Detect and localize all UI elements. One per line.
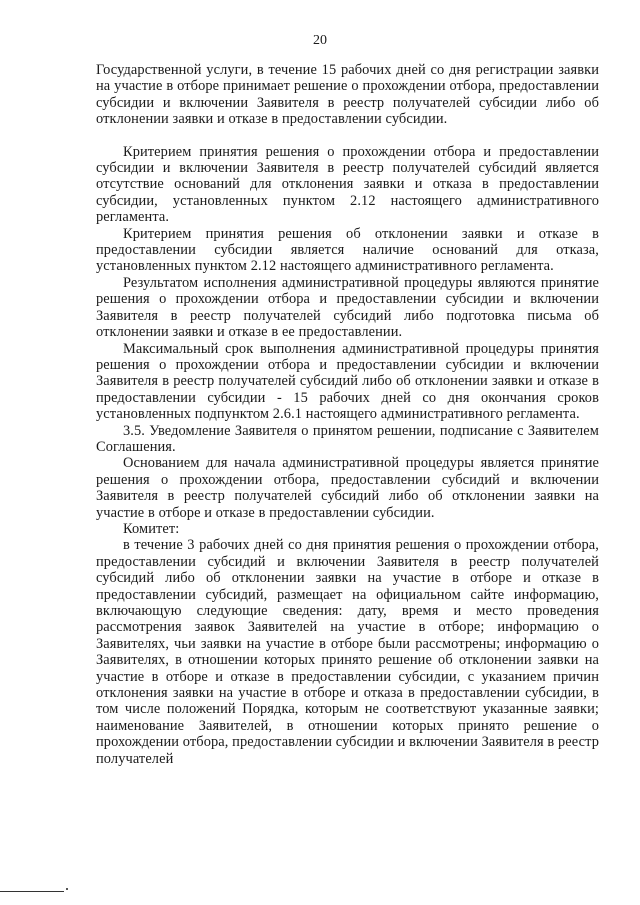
section-heading-3-5: 3.5. Уведомление Заявителя о принятом решении, подписание с Заявителем Соглашения. [96, 422, 599, 455]
paragraph-acceptance-criterion: Критерием принятия решения о прохождении отбора и предоставлении субсидии и включении Заявителя в реестр получателей субсидий является отсутствие оснований для отклонения заявки и отказа в предоставлении субсидии, установленных пунктом 2.12 настоящего административного регламента. [96, 143, 599, 226]
document-body [96, 62, 599, 767]
paragraph-max-duration: Максимальный срок выполнения административной процедуры принятия решения о прохождении отбора и предоставлении субсидии и включении Заявителя в реестр получателей субсидий либо об отклонении заявки и отказе в предоставлении субсидии - 15 рабочих дней со дня окончания сроков установленных подпунктом 2.6.1 настоящего административного регламента. [96, 340, 599, 423]
paragraph-procedure-basis: Основанием для начала административной процедуры является принятие решения о прохождении отбора, предоставлении субсидий и включении Заявителя в реестр получателей субсидий либо об отклонении заявки на участие в отборе и отказе в предоставлении субсидии. [96, 455, 599, 521]
paragraph-committee-duties: в течение 3 рабочих дней со дня принятия решения о прохождении отбора, предоставлении субсидий и включении Заявителя в реестр получателей субсидий либо об отклонении заявки на участие в отборе и отказе в предоставлении субсидий, размещает на официальном сайте информацию, включающую следующие сведения: дату, время и место проведения рассмотрения заявок Заявителей на участие в отборе; информацию о Заявителях, чьи заявки на участие в отборе были рассмотрены; информацию о Заявителях, в отношении которых принято решение об отклонении заявки на участие в отборе и отказе в предоставлении субсидии, с указанием причин отклонения заявки на участие в отборе и отказа в предоставлении субсидии, в том числе положений Порядка, которым не соответствуют указанные заявки; наименование Заявителей, в отношении которых принято решение о прохождении отбора, предоставлении субсидии и включении Заявителя в реестр получателей [96, 537, 599, 767]
paragraph-rejection-criterion: Критерием принятия решения об отклонении заявки и отказе в предоставлении субсидии является наличие оснований для отказа, установленных пунктом 2.12 настоящего административного регламента. [96, 225, 599, 275]
page-number: 20 [313, 33, 327, 48]
paragraph-continuation: Государственной услуги, в течение 15 рабочих дней со дня регистрации заявки на участие в отборе принимает решение о прохождении отбора, предоставлении субсидии и включении Заявителя в реестр получателей субсидии либо об отклонении заявки и отказе в предоставлении субсидии. [96, 62, 599, 128]
scan-mark [66, 888, 68, 890]
footnote-divider [0, 891, 64, 892]
paragraph-procedure-result: Результатом исполнения административной процедуры являются принятие решения о прохождении отбора и предоставлении субсидии и включении Заявителя в реестр получателей субсидий либо подготовка письма об отклонении заявки и отказе в ее предоставлении. [96, 274, 599, 341]
paragraph-committee: Комитет: [123, 520, 180, 537]
